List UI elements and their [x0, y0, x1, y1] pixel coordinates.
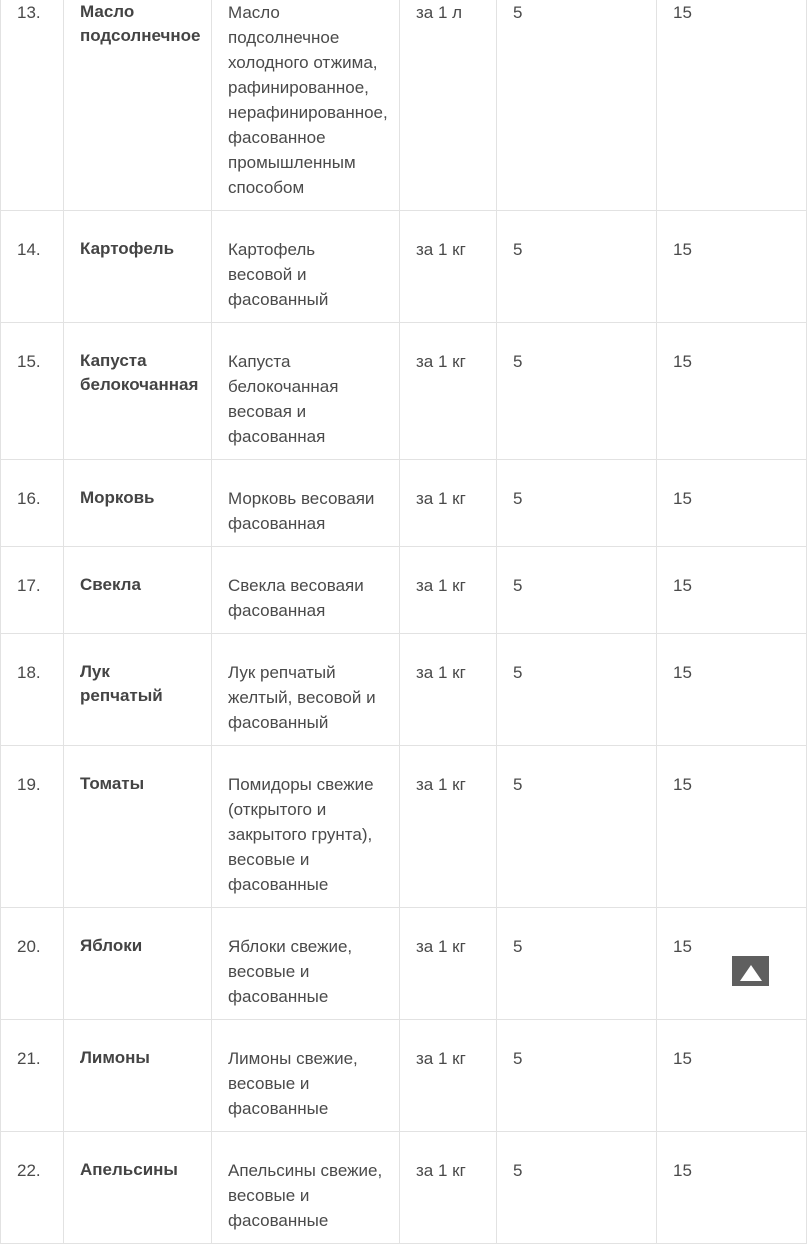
value-b: 15	[657, 1020, 807, 1132]
unit-of-measure: за 1 кг	[400, 1132, 497, 1244]
value-a: 5	[497, 460, 657, 547]
row-number: 21.	[1, 1020, 64, 1132]
row-number: 13.	[1, 0, 64, 211]
product-name: Лимоны	[64, 1020, 212, 1132]
product-description: Яблоки свежие, весовые и фасованные	[212, 908, 400, 1020]
unit-of-measure: за 1 кг	[400, 746, 497, 908]
product-name: Томаты	[64, 746, 212, 908]
value-a: 5	[497, 0, 657, 211]
value-a: 5	[497, 547, 657, 634]
product-name: Капуста белокочанная	[64, 323, 212, 460]
value-a: 5	[497, 1020, 657, 1132]
product-name: Лук репчатый	[64, 634, 212, 746]
value-b: 15	[657, 908, 807, 1020]
row-number: 22.	[1, 1132, 64, 1244]
value-b: 15	[657, 1132, 807, 1244]
value-a: 5	[497, 211, 657, 323]
row-number: 16.	[1, 460, 64, 547]
table-row	[1, 211, 807, 323]
product-description: Лук репчатый желтый, весовой и фасованный	[212, 634, 400, 746]
table-row	[1, 547, 807, 634]
product-name: Картофель	[64, 211, 212, 323]
table-row	[1, 908, 807, 1020]
row-number: 17.	[1, 547, 64, 634]
row-number: 14.	[1, 211, 64, 323]
product-name: Морковь	[64, 460, 212, 547]
value-b: 15	[657, 634, 807, 746]
value-a: 5	[497, 323, 657, 460]
table-row	[1, 0, 807, 211]
product-description: Морковь весоваяи фасованная	[212, 460, 400, 547]
product-description: Свекла весоваяи фасованная	[212, 547, 400, 634]
value-b: 15	[657, 211, 807, 323]
value-b: 15	[657, 323, 807, 460]
product-description: Апельсины свежие, весовые и фасованные	[212, 1132, 400, 1244]
product-description: Помидоры свежие (открытого и закрытого грунта), весовые и фасованные	[212, 746, 400, 908]
product-description: Масло подсолнечное холодного отжима, рафинированное, нерафинированное, фасованное промышленным способом	[212, 0, 400, 211]
row-number: 15.	[1, 323, 64, 460]
unit-of-measure: за 1 кг	[400, 634, 497, 746]
value-a: 5	[497, 1132, 657, 1244]
product-description: Лимоны свежие, весовые и фасованные	[212, 1020, 400, 1132]
value-a: 5	[497, 908, 657, 1020]
price-table-body	[1, 0, 807, 1244]
product-name: Масло подсолнечное	[64, 0, 212, 211]
row-number: 19.	[1, 746, 64, 908]
unit-of-measure: за 1 кг	[400, 547, 497, 634]
table-row	[1, 746, 807, 908]
table-row	[1, 323, 807, 460]
unit-of-measure: за 1 кг	[400, 1020, 497, 1132]
product-name: Свекла	[64, 547, 212, 634]
value-b: 15	[657, 746, 807, 908]
value-a: 5	[497, 746, 657, 908]
scroll-to-top-button[interactable]	[732, 956, 769, 986]
product-description: Капуста белокочанная весовая и фасованная	[212, 323, 400, 460]
unit-of-measure: за 1 кг	[400, 323, 497, 460]
value-b: 15	[657, 460, 807, 547]
value-a: 5	[497, 634, 657, 746]
table-row	[1, 634, 807, 746]
value-b: 15	[657, 547, 807, 634]
unit-of-measure: за 1 кг	[400, 908, 497, 1020]
arrow-up-icon	[740, 965, 762, 981]
unit-of-measure: за 1 кг	[400, 460, 497, 547]
unit-of-measure: за 1 кг	[400, 211, 497, 323]
product-description: Картофель весовой и фасованный	[212, 211, 400, 323]
product-name: Яблоки	[64, 908, 212, 1020]
product-name: Апельсины	[64, 1132, 212, 1244]
row-number: 20.	[1, 908, 64, 1020]
row-number: 18.	[1, 634, 64, 746]
table-row	[1, 1020, 807, 1132]
table-row	[1, 1132, 807, 1244]
unit-of-measure: за 1 л	[400, 0, 497, 211]
value-b: 15	[657, 0, 807, 211]
table-row	[1, 460, 807, 547]
